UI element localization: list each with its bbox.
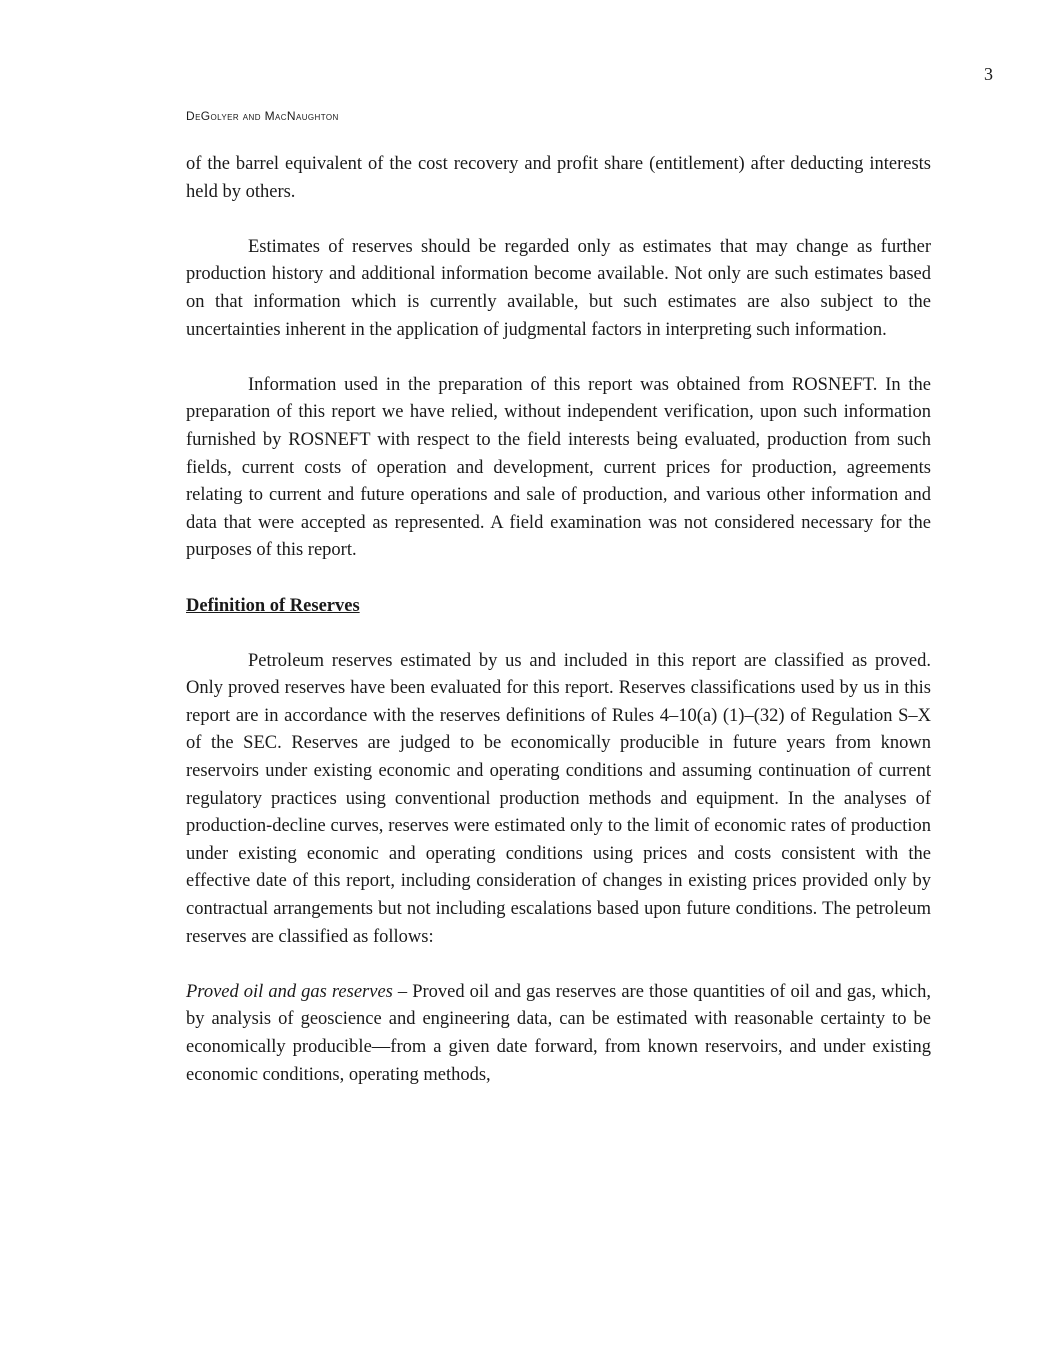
paragraph-entitlement: of the barrel equivalent of the cost recovery and profit share (entitlement) after deducting interests held by others. [186,154,931,202]
paragraph-petroleum-reserves: Petroleum reserves estimated by us and included in this report are classified as proved. Only proved reserves have been evaluated for this report. Reserves classifications used by us in this report are in accordance with the reserves definitions of Rules 4–10(a) (1)–(32) of Regulation S–X of the SEC. Reserves are judged to be economically producible in future years from known reservoirs under existing economic and operating conditions and assuming continuation of current regulatory practices using conventional production methods and equipment. In the analyses of production-decline curves, reserves were estimated only to the limit of economic rates of production under existing economic and operating conditions using prices and costs consistent with the effective date of this report, including consideration of changes in existing prices provided only by contractual arrangements but not including escalations based upon future conditions. The petroleum reserves are classified as follows: [186,650,931,947]
firm-header: DeGolyer and MacNaughton [186,109,339,123]
page-number: 3 [984,64,993,84]
paragraph-information: Information used in the preparation of this report was obtained from ROSNEFT. In the preparation of this report we have relied, without independent verification, upon such information furnished by ROSNEFT with respect to the field interests being evaluated, production from such fields, current costs of operation and development, current prices for production, agreements relating to current and future operations and sale of production, and various other information and data that were accepted as represented. A field examination was not considered necessary for the purposes of this report. [186,374,931,561]
definition-block [186,979,931,1089]
section-heading: Definition of Reserves [186,595,360,616]
document-body [186,151,931,1117]
paragraph-estimates: Estimates of reserves should be regarded only as estimates that may change as further production history and additional information become available. Not only are such estimates based on that information which is currently available, but such estimates are also subject to the uncertainties inherent in the application of judgmental factors in interpreting such information. [186,236,931,340]
definition-term: Proved oil and gas reserves [186,981,393,1002]
definition-text: – Proved oil and gas reserves are those quantities of oil and gas, which, by analysis of geoscience and engineering data, can be estimated with reasonable certainty to be economically producible—from a given date forward, from known reservoirs, and under existing economic conditions, operating methods, [186,981,931,1085]
